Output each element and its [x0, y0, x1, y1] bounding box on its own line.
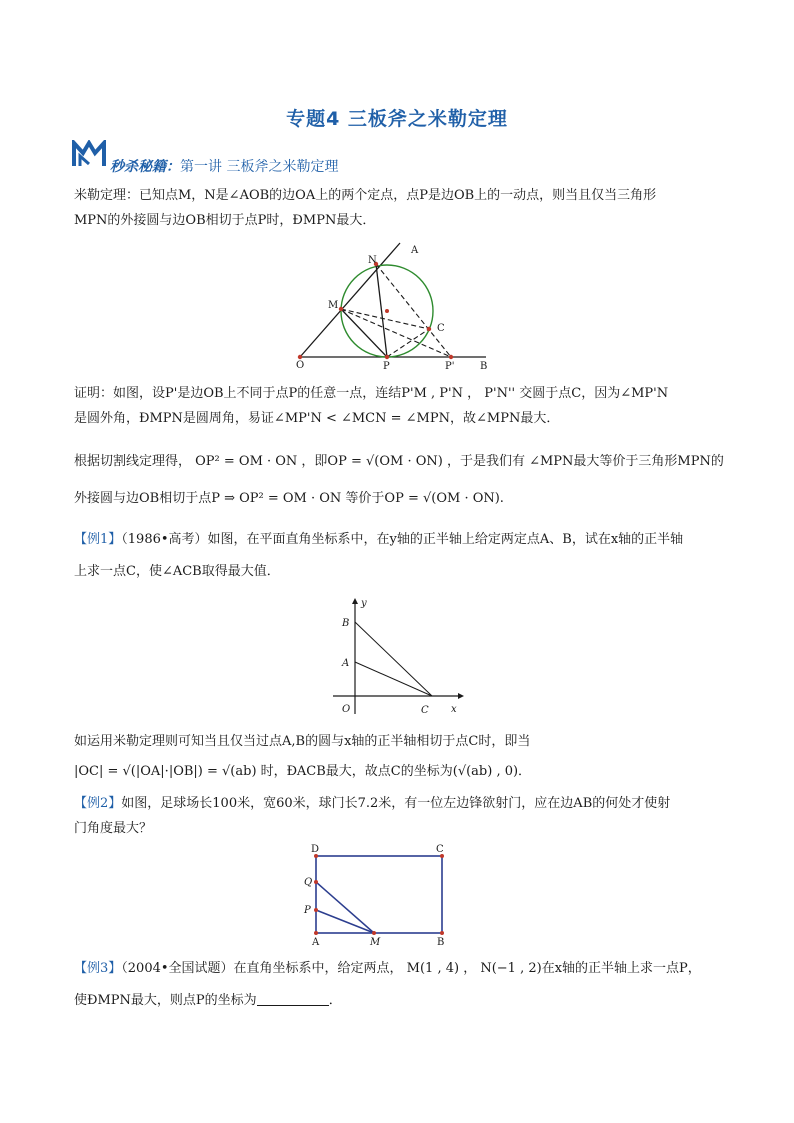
label-b: B [342, 618, 350, 629]
m-logo-icon [72, 140, 106, 168]
example-1-solution-line-2: |OC| = √(|OA|·|OB|) = √(ab) 时，ÐACB最大，故点C的坐标为(√(ab) , 0)． [74, 764, 532, 779]
example-2-tag: 【例2】 [74, 796, 122, 811]
point-m [339, 307, 343, 311]
label-p: P [383, 361, 390, 370]
center-point [385, 309, 389, 313]
label-a: A [312, 937, 320, 948]
segment-pc [387, 329, 429, 357]
label-c: C [421, 705, 429, 716]
label-c: C [436, 844, 444, 855]
label-y: y [361, 598, 367, 609]
example-3-source: （2004•全国试题） [121, 961, 234, 976]
point-o [298, 355, 302, 359]
example-3 [74, 953, 724, 1017]
proof-line-1: 证明：如图，设P'是边OB上不同于点P的任意一点，连结P'M , P'N ， P'N'' 交圆于点C，因为∠MP'N [74, 386, 669, 401]
example-1-solution-line-1: 如运用米勒定理则可知当且仅当过点A,B的圆与x轴的正半轴相切于点C时，即当 [74, 734, 531, 749]
segment-qm [316, 882, 374, 933]
point-p [385, 355, 389, 359]
label-n: N [368, 255, 377, 266]
example-3-tag: 【例3】 [74, 961, 122, 976]
segment-mc [341, 309, 429, 329]
label-a: A [411, 245, 419, 256]
theorem-line-2: MPN的外接圆与边OB相切于点P时，ÐMPN最大． [74, 213, 376, 228]
soccer-field-figure [300, 842, 460, 948]
theorem-line-1: 米勒定理：已知点M，N是∠AOB的边OA上的两个定点，点P是边OB上的一动点，则当且仅当三角形 [74, 188, 657, 203]
segment-pm [316, 910, 374, 933]
label-p: P [304, 905, 311, 916]
point-c [427, 327, 431, 331]
label-c: C [437, 323, 445, 334]
x-axis-arrow-icon [458, 693, 464, 699]
secant-line-2: 外接圆与边OB相切于点P ⇒ OP² = OM · ON 等价于OP = √(OM · ON). [74, 491, 504, 506]
miller-figure [288, 240, 498, 370]
example-2-line-2: 门角度最大？ [74, 821, 153, 836]
label-x: x [451, 704, 457, 715]
segment-mp [341, 309, 387, 357]
point-b [440, 931, 444, 935]
example-1-solution [74, 727, 724, 787]
proof-text [74, 381, 724, 431]
proof-line-2: 是圆外角，ÐMPN是圆周角，易证∠MP'N < ∠MCN = ∠MPN，故∠MPN最大． [74, 411, 560, 426]
example-3-period: ． [328, 993, 342, 1008]
theorem-text [74, 183, 724, 233]
point-p [314, 908, 318, 912]
section-title: 第一讲 三板斧之米勒定理 [180, 159, 339, 175]
answer-blank [257, 992, 329, 1006]
segment-bc [355, 622, 432, 696]
example-1-source: （1986•高考） [121, 532, 208, 547]
label-b: B [480, 361, 488, 370]
label-d: D [311, 844, 320, 855]
example-2 [74, 791, 724, 841]
example-2-line-1: 如图，足球场长100米，宽60米，球门长7.2米，有一位左边锋欲射门，应在边AB的何处才使射 [121, 796, 671, 811]
point-a [314, 931, 318, 935]
point-m [372, 931, 376, 935]
label-o: O [342, 704, 351, 715]
label-m: M [370, 937, 381, 948]
page-title: 专题4 三板斧之米勒定理 [286, 108, 508, 130]
section-brush-label: 秒杀秘籍： [110, 159, 180, 175]
y-axis-arrow-icon [352, 598, 358, 604]
label-a: A [342, 658, 350, 669]
example-1-line-2: 上求一点C，使∠ACB取得最大值． [74, 564, 280, 579]
label-o: O [296, 360, 305, 370]
section-heading [110, 156, 338, 176]
secant-line-1: 根据切割线定理得， OP² = OM · ON ，即OP = √(OM · ON) ，于是我们有 ∠MPN最大等价于三角形MPN的 [74, 454, 724, 469]
label-p-prime: P' [445, 361, 455, 370]
label-b: B [437, 937, 445, 948]
segment-mp2 [341, 309, 451, 357]
coordinate-figure [325, 596, 465, 720]
secant-text [74, 443, 724, 517]
example-1-line-1: 如图，在平面直角坐标系中，在y轴的正半轴上给定两定点A、B，试在x轴的正半轴 [207, 532, 684, 547]
example-1-tag: 【例1】 [74, 532, 122, 547]
example-1 [74, 524, 724, 588]
point-q [314, 880, 318, 884]
example-3-line-2: 使ÐMPN最大，则点P的坐标为 [74, 993, 257, 1008]
label-q: Q [304, 877, 313, 888]
point-p-prime [449, 355, 453, 359]
example-3-line-1: 在直角坐标系中，给定两点， M(1 , 4) ， N(−1 , 2)在x轴的正半轴上求一点P， [233, 961, 701, 976]
label-m: M [328, 300, 339, 311]
field-rectangle [316, 856, 442, 933]
segment-ac [355, 662, 432, 696]
